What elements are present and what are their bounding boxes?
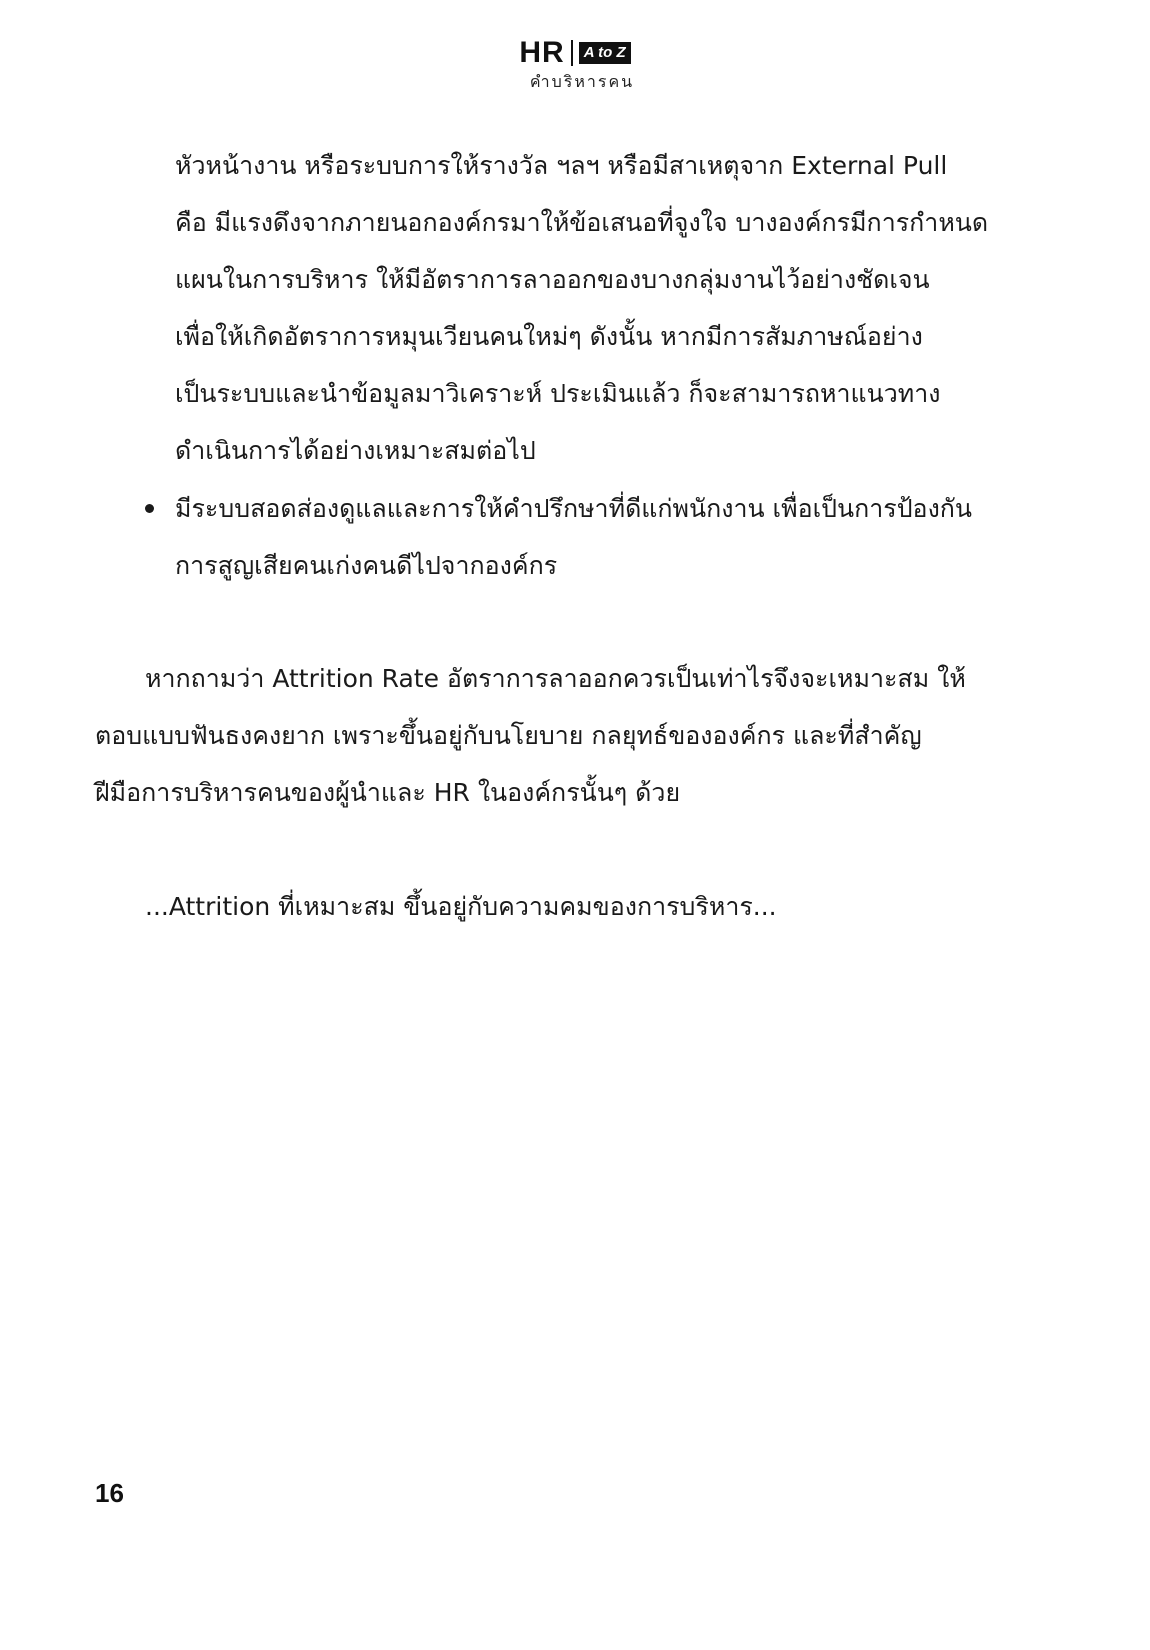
book-logo	[519, 38, 630, 68]
text-line: การสูญเสียคนเก่งคนดีไปจากองค์กร	[175, 551, 558, 580]
page-number: 16	[95, 1478, 124, 1508]
logo-divider	[571, 40, 573, 66]
text-line: แผนในการบริหาร ให้มีอัตราการลาออกของบางกลุ่มงานไว้อย่างชัดเจน	[175, 265, 930, 294]
text-line: คือ มีแรงดึงจากภายนอกองค์กรมาให้ข้อเสนอที่จูงใจ บางองค์กรมีการกำหนด	[175, 208, 989, 237]
main-paragraph	[95, 650, 966, 821]
text-line: ฝีมือการบริหารคนของผู้นำและ HR ในองค์กรนั้นๆ ด้วย	[95, 778, 681, 807]
text-line: เป็นระบบและนำข้อมูลมาวิเคราะห์ ประเมินแล้ว ก็จะสามารถหาแนวทาง	[175, 379, 941, 408]
text-line: ดำเนินการได้อย่างเหมาะสมต่อไป	[175, 436, 536, 465]
running-header	[0, 38, 1150, 95]
logo-hr-text: HR	[519, 36, 565, 69]
bullet-item	[175, 480, 973, 594]
text-line: หัวหน้างาน หรือระบบการให้รางวัล ฯลฯ หรือมีสาเหตุจาก External Pull	[175, 151, 948, 180]
continued-paragraph	[175, 137, 989, 479]
text-line: ตอบแบบฟันธงคงยาก เพราะขึ้นอยู่กับนโยบาย กลยุทธ์ขององค์กร และที่สำคัญ	[95, 721, 922, 750]
logo-atoz-badge: A to Z	[579, 42, 631, 64]
text-line: หากถามว่า Attrition Rate อัตราการลาออกควรเป็นเท่าไรจึงจะเหมาะสม ให้	[145, 664, 966, 693]
bullet-icon	[145, 504, 154, 513]
text-line: มีระบบสอดส่องดูแลและการให้คำปรึกษาที่ดีแก่พนักงาน เพื่อเป็นการป้องกัน	[175, 494, 973, 523]
closing-quote: ...Attrition ที่เหมาะสม ขึ้นอยู่กับความคมของการบริหาร...	[145, 892, 777, 921]
logo-subtitle: คำบริหารคน	[529, 72, 635, 91]
text-line: เพื่อให้เกิดอัตราการหมุนเวียนคนใหม่ๆ ดังนั้น หากมีการสัมภาษณ์อย่าง	[175, 322, 923, 351]
